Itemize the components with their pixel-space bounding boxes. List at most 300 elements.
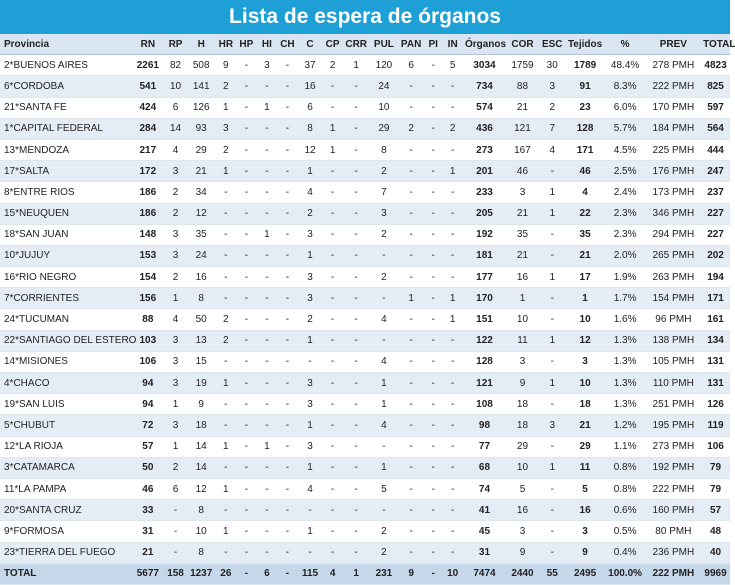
- cell-esc: 2: [539, 97, 566, 118]
- cell-tejidos: 16: [566, 500, 605, 521]
- cell-ch: -: [277, 309, 298, 330]
- cell-rp: 3: [164, 351, 187, 372]
- cell-pul: -: [370, 330, 399, 351]
- cell-cor: 35: [506, 224, 539, 245]
- cell-rp: 4: [164, 139, 187, 160]
- column-header-rp: RP: [164, 34, 187, 55]
- cell-cp: -: [322, 478, 343, 499]
- table-row: [0, 500, 730, 521]
- cell-provincia: 22*SANTIAGO DEL ESTERO: [0, 330, 131, 351]
- cell-pct: 1.3%: [605, 373, 646, 394]
- cell-c: 2: [298, 309, 323, 330]
- cell-esc: 3: [539, 415, 566, 436]
- cell-cor: 9: [506, 373, 539, 394]
- cell-tejidos: 171: [566, 139, 605, 160]
- cell-tejidos: 21: [566, 245, 605, 266]
- cell-pan: -: [398, 521, 424, 542]
- cell-cor: 3: [506, 521, 539, 542]
- cell-pct: 0.6%: [605, 500, 646, 521]
- cell-ch: -: [277, 118, 298, 139]
- cell-pul: 1: [370, 457, 399, 478]
- cell-pct: 6.0%: [605, 97, 646, 118]
- cell-cor: 18: [506, 415, 539, 436]
- cell-esc: -: [539, 224, 566, 245]
- cell-hi: -: [257, 76, 278, 97]
- table-row: [0, 394, 730, 415]
- cell-organos: 436: [463, 118, 506, 139]
- cell-organos: 177: [463, 267, 506, 288]
- cell-pi: -: [424, 288, 442, 309]
- cell-pi: -: [424, 500, 442, 521]
- cell-hi: -: [257, 415, 278, 436]
- cell-prev: 273 PMH: [646, 436, 701, 457]
- cell-provincia: 2*BUENOS AIRES: [0, 55, 131, 76]
- cell-pct: 1.2%: [605, 415, 646, 436]
- cell-organos: 151: [463, 309, 506, 330]
- cell-crr: -: [343, 245, 370, 266]
- cell-organos: 128: [463, 351, 506, 372]
- cell-pi: -: [424, 415, 442, 436]
- cell-pan: -: [398, 97, 424, 118]
- total-cell-total: 9969: [701, 563, 730, 584]
- cell-organos: 68: [463, 457, 506, 478]
- cell-pul: -: [370, 436, 399, 457]
- cell-c: 1: [298, 245, 323, 266]
- cell-total: 564: [701, 118, 730, 139]
- cell-prev: 265 PMH: [646, 245, 701, 266]
- table-row: [0, 161, 730, 182]
- cell-prev: 263 PMH: [646, 267, 701, 288]
- cell-hr: -: [216, 288, 237, 309]
- cell-pan: 6: [398, 55, 424, 76]
- cell-rp: 3: [164, 415, 187, 436]
- cell-in: -: [442, 415, 463, 436]
- cell-total: 134: [701, 330, 730, 351]
- cell-cp: -: [322, 457, 343, 478]
- cell-pi: -: [424, 351, 442, 372]
- cell-pan: -: [398, 415, 424, 436]
- cell-esc: -: [539, 351, 566, 372]
- cell-tejidos: 11: [566, 457, 605, 478]
- cell-in: 2: [442, 118, 463, 139]
- cell-rn: 541: [131, 76, 164, 97]
- cell-esc: 3: [539, 76, 566, 97]
- cell-provincia: 16*RIO NEGRO: [0, 267, 131, 288]
- cell-crr: -: [343, 224, 370, 245]
- cell-hr: -: [216, 203, 237, 224]
- cell-organos: 74: [463, 478, 506, 499]
- cell-rn: 186: [131, 203, 164, 224]
- waiting-list-table: [0, 34, 735, 585]
- cell-rn: 153: [131, 245, 164, 266]
- cell-rp: 6: [164, 97, 187, 118]
- cell-hi: -: [257, 182, 278, 203]
- table-row: [0, 139, 730, 160]
- cell-pul: 4: [370, 309, 399, 330]
- cell-esc: 1: [539, 373, 566, 394]
- cell-ch: -: [277, 373, 298, 394]
- table-row: [0, 521, 730, 542]
- cell-in: -: [442, 394, 463, 415]
- column-header-pan: PAN: [398, 34, 424, 55]
- cell-in: 1: [442, 309, 463, 330]
- cell-ch: -: [277, 55, 298, 76]
- cell-c: -: [298, 351, 323, 372]
- cell-hi: -: [257, 288, 278, 309]
- cell-rp: 3: [164, 224, 187, 245]
- total-cell-hi: 6: [257, 563, 278, 584]
- cell-pul: 1: [370, 373, 399, 394]
- cell-h: 8: [187, 500, 216, 521]
- cell-hr: 1: [216, 373, 237, 394]
- cell-pan: -: [398, 224, 424, 245]
- cell-c: 12: [298, 139, 323, 160]
- cell-rp: 6: [164, 478, 187, 499]
- cell-cp: -: [322, 267, 343, 288]
- header-row: [0, 34, 730, 55]
- cell-prev: 195 PMH: [646, 415, 701, 436]
- cell-ch: -: [277, 351, 298, 372]
- cell-h: 29: [187, 139, 216, 160]
- cell-hi: 1: [257, 436, 278, 457]
- cell-provincia: 13*MENDOZA: [0, 139, 131, 160]
- cell-cp: -: [322, 436, 343, 457]
- cell-rn: 88: [131, 309, 164, 330]
- cell-cp: -: [322, 415, 343, 436]
- cell-pi: -: [424, 309, 442, 330]
- table-row: [0, 309, 730, 330]
- cell-cp: -: [322, 351, 343, 372]
- cell-crr: -: [343, 97, 370, 118]
- cell-pul: 120: [370, 55, 399, 76]
- cell-tejidos: 3: [566, 521, 605, 542]
- cell-pi: -: [424, 267, 442, 288]
- cell-rn: 156: [131, 288, 164, 309]
- cell-c: 1: [298, 415, 323, 436]
- cell-provincia: 9*FORMOSA: [0, 521, 131, 542]
- column-header-crr: CRR: [343, 34, 370, 55]
- cell-pan: -: [398, 245, 424, 266]
- cell-pct: 1.3%: [605, 330, 646, 351]
- cell-h: 9: [187, 394, 216, 415]
- cell-rn: 172: [131, 161, 164, 182]
- cell-h: 15: [187, 351, 216, 372]
- cell-rn: 21: [131, 542, 164, 563]
- cell-prev: 225 PMH: [646, 139, 701, 160]
- cell-pan: 1: [398, 288, 424, 309]
- cell-in: -: [442, 521, 463, 542]
- column-header-esc: ESC: [539, 34, 566, 55]
- cell-hp: -: [236, 203, 257, 224]
- cell-rp: -: [164, 500, 187, 521]
- cell-h: 12: [187, 203, 216, 224]
- cell-hi: -: [257, 267, 278, 288]
- cell-hp: -: [236, 500, 257, 521]
- cell-tejidos: 17: [566, 267, 605, 288]
- cell-crr: -: [343, 330, 370, 351]
- cell-hi: 1: [257, 97, 278, 118]
- cell-rn: 72: [131, 415, 164, 436]
- cell-crr: -: [343, 139, 370, 160]
- cell-h: 18: [187, 415, 216, 436]
- cell-rn: 284: [131, 118, 164, 139]
- column-header-prev: PREV: [646, 34, 701, 55]
- cell-hr: -: [216, 182, 237, 203]
- cell-in: -: [442, 373, 463, 394]
- cell-cor: 46: [506, 161, 539, 182]
- cell-hp: -: [236, 182, 257, 203]
- cell-cor: 10: [506, 457, 539, 478]
- cell-provincia: 12*LA RIOJA: [0, 436, 131, 457]
- cell-pi: -: [424, 436, 442, 457]
- cell-pct: 1.7%: [605, 288, 646, 309]
- cell-in: -: [442, 436, 463, 457]
- table-row: [0, 288, 730, 309]
- cell-cor: 5: [506, 478, 539, 499]
- cell-pi: -: [424, 118, 442, 139]
- cell-rn: 424: [131, 97, 164, 118]
- cell-cp: -: [322, 373, 343, 394]
- cell-hi: -: [257, 139, 278, 160]
- cell-c: 4: [298, 182, 323, 203]
- cell-rn: 94: [131, 394, 164, 415]
- cell-cor: 88: [506, 76, 539, 97]
- total-cell-hp: -: [236, 563, 257, 584]
- cell-hp: -: [236, 224, 257, 245]
- cell-h: 16: [187, 267, 216, 288]
- cell-ch: -: [277, 478, 298, 499]
- cell-crr: -: [343, 76, 370, 97]
- cell-esc: 1: [539, 182, 566, 203]
- cell-hp: -: [236, 118, 257, 139]
- cell-organos: 77: [463, 436, 506, 457]
- cell-pct: 0.8%: [605, 478, 646, 499]
- cell-prev: 110 PMH: [646, 373, 701, 394]
- cell-organos: 273: [463, 139, 506, 160]
- cell-organos: 205: [463, 203, 506, 224]
- cell-hr: 2: [216, 330, 237, 351]
- cell-hr: 1: [216, 478, 237, 499]
- cell-organos: 122: [463, 330, 506, 351]
- cell-esc: -: [539, 542, 566, 563]
- cell-pul: 29: [370, 118, 399, 139]
- cell-pct: 5.7%: [605, 118, 646, 139]
- cell-cp: -: [322, 500, 343, 521]
- cell-c: 3: [298, 436, 323, 457]
- cell-crr: -: [343, 309, 370, 330]
- cell-esc: -: [539, 309, 566, 330]
- cell-hr: 1: [216, 436, 237, 457]
- cell-c: 16: [298, 76, 323, 97]
- cell-rp: 2: [164, 182, 187, 203]
- column-header-h: H: [187, 34, 216, 55]
- table-row: [0, 118, 730, 139]
- cell-esc: -: [539, 245, 566, 266]
- cell-organos: 45: [463, 521, 506, 542]
- cell-in: -: [442, 330, 463, 351]
- cell-cor: 29: [506, 436, 539, 457]
- cell-crr: -: [343, 118, 370, 139]
- cell-hr: 9: [216, 55, 237, 76]
- cell-pi: -: [424, 97, 442, 118]
- cell-crr: -: [343, 542, 370, 563]
- total-cell-cp: 4: [322, 563, 343, 584]
- cell-prev: 80 PMH: [646, 521, 701, 542]
- cell-cp: -: [322, 161, 343, 182]
- cell-provincia: 8*ENTRE RIOS: [0, 182, 131, 203]
- cell-c: -: [298, 500, 323, 521]
- cell-hp: -: [236, 521, 257, 542]
- cell-hr: -: [216, 394, 237, 415]
- total-cell-pul: 231: [370, 563, 399, 584]
- cell-pan: -: [398, 182, 424, 203]
- cell-h: 35: [187, 224, 216, 245]
- cell-tejidos: 1: [566, 288, 605, 309]
- cell-crr: -: [343, 436, 370, 457]
- cell-hp: -: [236, 436, 257, 457]
- cell-pct: 4.5%: [605, 139, 646, 160]
- cell-in: -: [442, 76, 463, 97]
- cell-pi: -: [424, 139, 442, 160]
- cell-pan: -: [398, 500, 424, 521]
- cell-rn: 217: [131, 139, 164, 160]
- cell-total: 161: [701, 309, 730, 330]
- cell-ch: -: [277, 267, 298, 288]
- cell-in: -: [442, 97, 463, 118]
- cell-cor: 167: [506, 139, 539, 160]
- cell-organos: 31: [463, 542, 506, 563]
- cell-cp: -: [322, 182, 343, 203]
- table-row: [0, 542, 730, 563]
- cell-hr: 3: [216, 118, 237, 139]
- cell-pul: 2: [370, 521, 399, 542]
- cell-cor: 10: [506, 309, 539, 330]
- cell-provincia: 1*CAPITAL FEDERAL: [0, 118, 131, 139]
- cell-cor: 16: [506, 500, 539, 521]
- cell-in: -: [442, 182, 463, 203]
- cell-organos: 121: [463, 373, 506, 394]
- cell-cp: -: [322, 394, 343, 415]
- cell-c: 8: [298, 118, 323, 139]
- cell-provincia: 19*SAN LUIS: [0, 394, 131, 415]
- cell-organos: 3034: [463, 55, 506, 76]
- cell-hr: 2: [216, 139, 237, 160]
- cell-h: 10: [187, 521, 216, 542]
- cell-in: 1: [442, 161, 463, 182]
- cell-prev: 192 PMH: [646, 457, 701, 478]
- cell-in: -: [442, 478, 463, 499]
- cell-hp: -: [236, 245, 257, 266]
- cell-pul: 4: [370, 415, 399, 436]
- cell-pul: 2: [370, 267, 399, 288]
- column-header-pct: %: [605, 34, 646, 55]
- cell-pi: -: [424, 55, 442, 76]
- cell-esc: -: [539, 394, 566, 415]
- cell-organos: 574: [463, 97, 506, 118]
- cell-pan: -: [398, 373, 424, 394]
- cell-rp: 3: [164, 373, 187, 394]
- cell-c: 3: [298, 288, 323, 309]
- cell-total: 444: [701, 139, 730, 160]
- cell-esc: 1: [539, 457, 566, 478]
- cell-cp: 1: [322, 118, 343, 139]
- cell-total: 597: [701, 97, 730, 118]
- total-cell-provincia: TOTAL: [0, 563, 131, 584]
- cell-pct: 8.3%: [605, 76, 646, 97]
- cell-rp: 3: [164, 245, 187, 266]
- cell-crr: -: [343, 203, 370, 224]
- cell-esc: -: [539, 478, 566, 499]
- cell-esc: 1: [539, 203, 566, 224]
- cell-pi: -: [424, 182, 442, 203]
- cell-provincia: 7*CORRIENTES: [0, 288, 131, 309]
- table-row: [0, 373, 730, 394]
- cell-rp: -: [164, 542, 187, 563]
- cell-h: 14: [187, 436, 216, 457]
- cell-cp: -: [322, 330, 343, 351]
- cell-hr: 1: [216, 97, 237, 118]
- cell-organos: 192: [463, 224, 506, 245]
- cell-organos: 108: [463, 394, 506, 415]
- cell-total: 131: [701, 351, 730, 372]
- cell-in: -: [442, 139, 463, 160]
- cell-c: 1: [298, 161, 323, 182]
- cell-pi: -: [424, 478, 442, 499]
- cell-hi: -: [257, 478, 278, 499]
- cell-hr: -: [216, 245, 237, 266]
- cell-crr: -: [343, 351, 370, 372]
- cell-c: 1: [298, 457, 323, 478]
- total-cell-pct: 100.0%: [605, 563, 646, 584]
- cell-pan: -: [398, 203, 424, 224]
- cell-tejidos: 10: [566, 373, 605, 394]
- cell-h: 21: [187, 161, 216, 182]
- cell-ch: -: [277, 245, 298, 266]
- cell-tejidos: 46: [566, 161, 605, 182]
- cell-cp: -: [322, 245, 343, 266]
- cell-pul: 24: [370, 76, 399, 97]
- cell-provincia: 11*LA PAMPA: [0, 478, 131, 499]
- cell-organos: 201: [463, 161, 506, 182]
- cell-hr: -: [216, 224, 237, 245]
- cell-prev: 160 PMH: [646, 500, 701, 521]
- cell-esc: -: [539, 436, 566, 457]
- column-header-rn: RN: [131, 34, 164, 55]
- cell-rn: 31: [131, 521, 164, 542]
- cell-in: -: [442, 267, 463, 288]
- table-row: [0, 415, 730, 436]
- cell-rn: 186: [131, 182, 164, 203]
- cell-hi: 3: [257, 55, 278, 76]
- cell-hi: -: [257, 118, 278, 139]
- total-cell-tejidos: 2495: [566, 563, 605, 584]
- cell-crr: -: [343, 415, 370, 436]
- cell-pul: 3: [370, 203, 399, 224]
- cell-hp: -: [236, 394, 257, 415]
- cell-in: 1: [442, 288, 463, 309]
- cell-rn: 50: [131, 457, 164, 478]
- cell-pul: 2: [370, 542, 399, 563]
- cell-total: 202: [701, 245, 730, 266]
- cell-in: -: [442, 245, 463, 266]
- total-cell-ch: -: [277, 563, 298, 584]
- cell-crr: -: [343, 500, 370, 521]
- cell-c: 3: [298, 267, 323, 288]
- table-row: [0, 351, 730, 372]
- cell-prev: 176 PMH: [646, 161, 701, 182]
- cell-provincia: 18*SAN JUAN: [0, 224, 131, 245]
- table-row: [0, 76, 730, 97]
